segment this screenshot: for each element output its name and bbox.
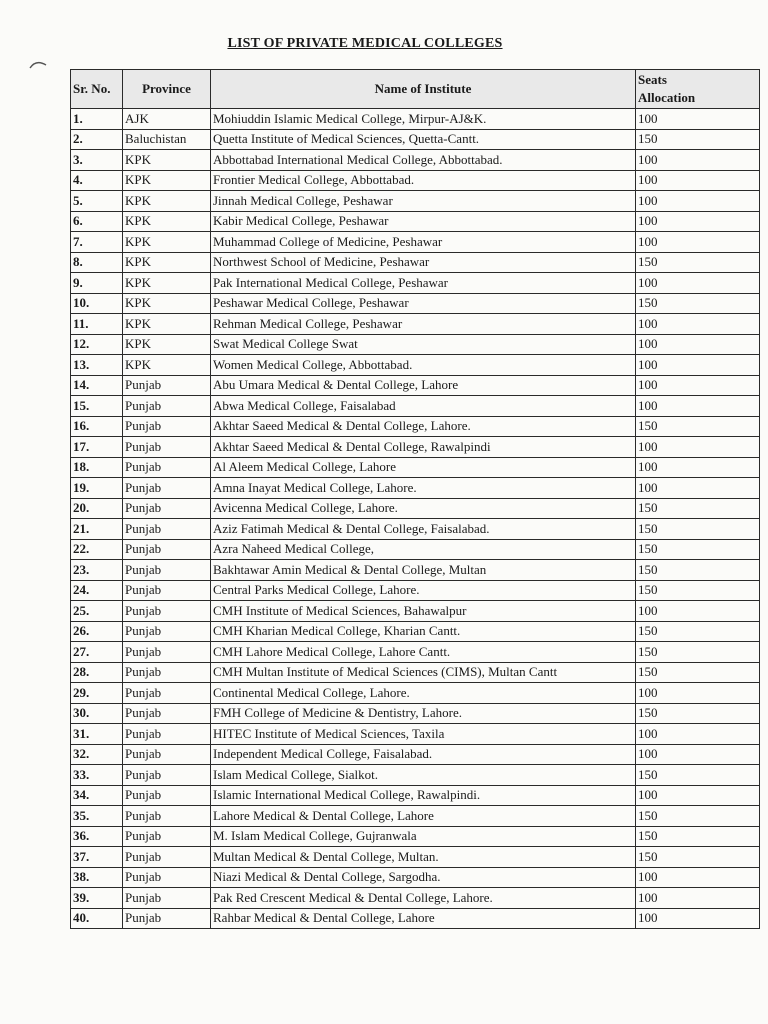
header-seats-line2: Allocation (638, 90, 696, 105)
row-institute-name: Akhtar Saeed Medical & Dental College, Lahore. (211, 416, 636, 437)
table-row (71, 519, 760, 540)
table-header-row (71, 70, 760, 109)
row-seats: 150 (636, 806, 760, 827)
row-sr-no: 40. (71, 908, 123, 929)
row-province: KPK (123, 334, 211, 355)
row-sr-no: 17. (71, 437, 123, 458)
row-seats: 100 (636, 170, 760, 191)
row-province: KPK (123, 314, 211, 335)
row-sr-no: 33. (71, 765, 123, 786)
row-sr-no: 31. (71, 724, 123, 745)
row-institute-name: Abu Umara Medical & Dental College, Lahore (211, 375, 636, 396)
row-province: Punjab (123, 539, 211, 560)
row-sr-no: 39. (71, 888, 123, 909)
row-seats: 150 (636, 621, 760, 642)
row-province: Punjab (123, 724, 211, 745)
row-institute-name: Muhammad College of Medicine, Peshawar (211, 232, 636, 253)
row-sr-no: 23. (71, 560, 123, 581)
row-seats: 150 (636, 847, 760, 868)
row-sr-no: 9. (71, 273, 123, 294)
row-province: Punjab (123, 375, 211, 396)
row-institute-name: Abbottabad International Medical College, Abbottabad. (211, 150, 636, 171)
row-seats: 100 (636, 888, 760, 909)
row-province: Punjab (123, 621, 211, 642)
row-sr-no: 26. (71, 621, 123, 642)
row-institute-name: CMH Institute of Medical Sciences, Bahawalpur (211, 601, 636, 622)
row-sr-no: 21. (71, 519, 123, 540)
row-sr-no: 30. (71, 703, 123, 724)
row-sr-no: 16. (71, 416, 123, 437)
row-institute-name: Abwa Medical College, Faisalabad (211, 396, 636, 417)
table-row (71, 765, 760, 786)
row-province: KPK (123, 252, 211, 273)
row-seats: 150 (636, 293, 760, 314)
row-institute-name: Islamic International Medical College, Rawalpindi. (211, 785, 636, 806)
row-seats: 150 (636, 129, 760, 150)
row-institute-name: Continental Medical College, Lahore. (211, 683, 636, 704)
row-seats: 150 (636, 703, 760, 724)
row-institute-name: Lahore Medical & Dental College, Lahore (211, 806, 636, 827)
row-institute-name: Jinnah Medical College, Peshawar (211, 191, 636, 212)
row-sr-no: 37. (71, 847, 123, 868)
row-seats: 150 (636, 519, 760, 540)
row-institute-name: CMH Lahore Medical College, Lahore Cantt. (211, 642, 636, 663)
table-row (71, 129, 760, 150)
row-seats: 150 (636, 416, 760, 437)
row-province: Punjab (123, 437, 211, 458)
row-seats: 150 (636, 498, 760, 519)
row-sr-no: 12. (71, 334, 123, 355)
table-row (71, 334, 760, 355)
row-sr-no: 1. (71, 109, 123, 130)
header-seats-line1: Seats (638, 72, 667, 87)
row-province: KPK (123, 191, 211, 212)
row-institute-name: Avicenna Medical College, Lahore. (211, 498, 636, 519)
table-row (71, 826, 760, 847)
row-province: Punjab (123, 826, 211, 847)
row-institute-name: Swat Medical College Swat (211, 334, 636, 355)
row-institute-name: Independent Medical College, Faisalabad. (211, 744, 636, 765)
table-body (71, 109, 760, 929)
table-row (71, 580, 760, 601)
row-institute-name: Al Aleem Medical College, Lahore (211, 457, 636, 478)
row-sr-no: 7. (71, 232, 123, 253)
row-sr-no: 8. (71, 252, 123, 273)
row-province: KPK (123, 232, 211, 253)
table-row (71, 211, 760, 232)
row-sr-no: 28. (71, 662, 123, 683)
row-sr-no: 22. (71, 539, 123, 560)
row-province: KPK (123, 293, 211, 314)
table-row (71, 560, 760, 581)
row-institute-name: M. Islam Medical College, Gujranwala (211, 826, 636, 847)
row-sr-no: 35. (71, 806, 123, 827)
row-institute-name: CMH Kharian Medical College, Kharian Cantt. (211, 621, 636, 642)
table-row (71, 109, 760, 130)
table-row (71, 478, 760, 499)
row-seats: 150 (636, 560, 760, 581)
row-institute-name: CMH Multan Institute of Medical Sciences (CIMS), Multan Cantt (211, 662, 636, 683)
row-seats: 100 (636, 273, 760, 294)
row-seats: 100 (636, 908, 760, 929)
row-seats: 100 (636, 375, 760, 396)
row-seats: 150 (636, 765, 760, 786)
row-province: Punjab (123, 703, 211, 724)
row-institute-name: Akhtar Saeed Medical & Dental College, Rawalpindi (211, 437, 636, 458)
row-seats: 150 (636, 642, 760, 663)
row-sr-no: 3. (71, 150, 123, 171)
row-seats: 100 (636, 396, 760, 417)
row-province: Punjab (123, 601, 211, 622)
table-row (71, 396, 760, 417)
row-institute-name: Women Medical College, Abbottabad. (211, 355, 636, 376)
row-seats: 150 (636, 252, 760, 273)
header-seats-allocation (636, 70, 760, 109)
row-institute-name: Niazi Medical & Dental College, Sargodha. (211, 867, 636, 888)
row-seats: 100 (636, 355, 760, 376)
row-seats: 150 (636, 539, 760, 560)
row-institute-name: Amna Inayat Medical College, Lahore. (211, 478, 636, 499)
table-row (71, 867, 760, 888)
row-province: Punjab (123, 396, 211, 417)
row-seats: 100 (636, 785, 760, 806)
row-province: Punjab (123, 519, 211, 540)
row-seats: 100 (636, 478, 760, 499)
row-province: Baluchistan (123, 129, 211, 150)
table-row (71, 601, 760, 622)
row-seats: 100 (636, 150, 760, 171)
row-sr-no: 19. (71, 478, 123, 499)
row-institute-name: Rahbar Medical & Dental College, Lahore (211, 908, 636, 929)
row-sr-no: 34. (71, 785, 123, 806)
row-institute-name: Bakhtawar Amin Medical & Dental College, Multan (211, 560, 636, 581)
row-province: Punjab (123, 416, 211, 437)
table-row (71, 252, 760, 273)
table-row (71, 314, 760, 335)
table-row (71, 273, 760, 294)
row-seats: 100 (636, 191, 760, 212)
table-row (71, 621, 760, 642)
table-row (71, 662, 760, 683)
table-row (71, 355, 760, 376)
table-row (71, 375, 760, 396)
table-row (71, 150, 760, 171)
row-seats: 100 (636, 724, 760, 745)
row-province: Punjab (123, 888, 211, 909)
page-title: LIST OF PRIVATE MEDICAL COLLEGES (227, 36, 503, 51)
row-province: Punjab (123, 785, 211, 806)
table-row (71, 642, 760, 663)
row-province: Punjab (123, 580, 211, 601)
row-institute-name: Azra Naheed Medical College, (211, 539, 636, 560)
row-seats: 150 (636, 662, 760, 683)
row-province: KPK (123, 273, 211, 294)
row-sr-no: 32. (71, 744, 123, 765)
row-province: Punjab (123, 683, 211, 704)
row-institute-name: Pak Red Crescent Medical & Dental College, Lahore. (211, 888, 636, 909)
row-province: Punjab (123, 744, 211, 765)
table-row (71, 888, 760, 909)
table-row (71, 908, 760, 929)
row-province: Punjab (123, 560, 211, 581)
row-province: Punjab (123, 867, 211, 888)
row-province: KPK (123, 211, 211, 232)
row-institute-name: HITEC Institute of Medical Sciences, Taxila (211, 724, 636, 745)
row-institute-name: Islam Medical College, Sialkot. (211, 765, 636, 786)
row-sr-no: 29. (71, 683, 123, 704)
row-province: Punjab (123, 457, 211, 478)
table-row (71, 498, 760, 519)
row-seats: 100 (636, 334, 760, 355)
row-province: Punjab (123, 478, 211, 499)
row-institute-name: Multan Medical & Dental College, Multan. (211, 847, 636, 868)
table-row (71, 293, 760, 314)
row-seats: 100 (636, 437, 760, 458)
table-row (71, 744, 760, 765)
row-province: Punjab (123, 642, 211, 663)
row-sr-no: 4. (71, 170, 123, 191)
row-institute-name: Rehman Medical College, Peshawar (211, 314, 636, 335)
row-seats: 100 (636, 744, 760, 765)
row-seats: 100 (636, 867, 760, 888)
row-institute-name: Quetta Institute of Medical Sciences, Quetta-Cantt. (211, 129, 636, 150)
table-row (71, 457, 760, 478)
row-institute-name: Pak International Medical College, Peshawar (211, 273, 636, 294)
table-row (71, 437, 760, 458)
row-province: AJK (123, 109, 211, 130)
row-seats: 150 (636, 826, 760, 847)
row-sr-no: 18. (71, 457, 123, 478)
row-institute-name: Aziz Fatimah Medical & Dental College, Faisalabad. (211, 519, 636, 540)
row-seats: 100 (636, 314, 760, 335)
row-province: Punjab (123, 847, 211, 868)
row-province: Punjab (123, 765, 211, 786)
table-row (71, 785, 760, 806)
row-province: KPK (123, 170, 211, 191)
row-seats: 100 (636, 683, 760, 704)
row-province: Punjab (123, 498, 211, 519)
row-province: KPK (123, 150, 211, 171)
row-seats: 100 (636, 109, 760, 130)
header-province: Province (123, 70, 211, 109)
table-row (71, 170, 760, 191)
row-sr-no: 10. (71, 293, 123, 314)
staple-mark-icon (28, 58, 48, 72)
table-row (71, 724, 760, 745)
row-institute-name: Northwest School of Medicine, Peshawar (211, 252, 636, 273)
table-row (71, 703, 760, 724)
row-sr-no: 38. (71, 867, 123, 888)
row-province: Punjab (123, 806, 211, 827)
row-institute-name: Peshawar Medical College, Peshawar (211, 293, 636, 314)
row-institute-name: Central Parks Medical College, Lahore. (211, 580, 636, 601)
row-institute-name: FMH College of Medicine & Dentistry, Lahore. (211, 703, 636, 724)
row-sr-no: 2. (71, 129, 123, 150)
header-institute: Name of Institute (211, 70, 636, 109)
row-seats: 100 (636, 211, 760, 232)
row-seats: 100 (636, 601, 760, 622)
table-row (71, 847, 760, 868)
row-sr-no: 25. (71, 601, 123, 622)
row-institute-name: Kabir Medical College, Peshawar (211, 211, 636, 232)
row-seats: 100 (636, 232, 760, 253)
row-sr-no: 5. (71, 191, 123, 212)
row-province: KPK (123, 355, 211, 376)
row-sr-no: 24. (71, 580, 123, 601)
row-sr-no: 36. (71, 826, 123, 847)
row-sr-no: 20. (71, 498, 123, 519)
table-row (71, 806, 760, 827)
table-row (71, 416, 760, 437)
row-institute-name: Frontier Medical College, Abbottabad. (211, 170, 636, 191)
row-sr-no: 13. (71, 355, 123, 376)
row-seats: 100 (636, 457, 760, 478)
row-sr-no: 15. (71, 396, 123, 417)
row-province: Punjab (123, 662, 211, 683)
table-row (71, 539, 760, 560)
header-sr-no: Sr. No. (71, 70, 123, 109)
table-row (71, 191, 760, 212)
row-sr-no: 27. (71, 642, 123, 663)
row-sr-no: 14. (71, 375, 123, 396)
row-institute-name: Mohiuddin Islamic Medical College, Mirpur-AJ&K. (211, 109, 636, 130)
row-seats: 150 (636, 580, 760, 601)
row-sr-no: 6. (71, 211, 123, 232)
row-province: Punjab (123, 908, 211, 929)
colleges-table (70, 69, 760, 929)
row-sr-no: 11. (71, 314, 123, 335)
table-row (71, 683, 760, 704)
table-row (71, 232, 760, 253)
